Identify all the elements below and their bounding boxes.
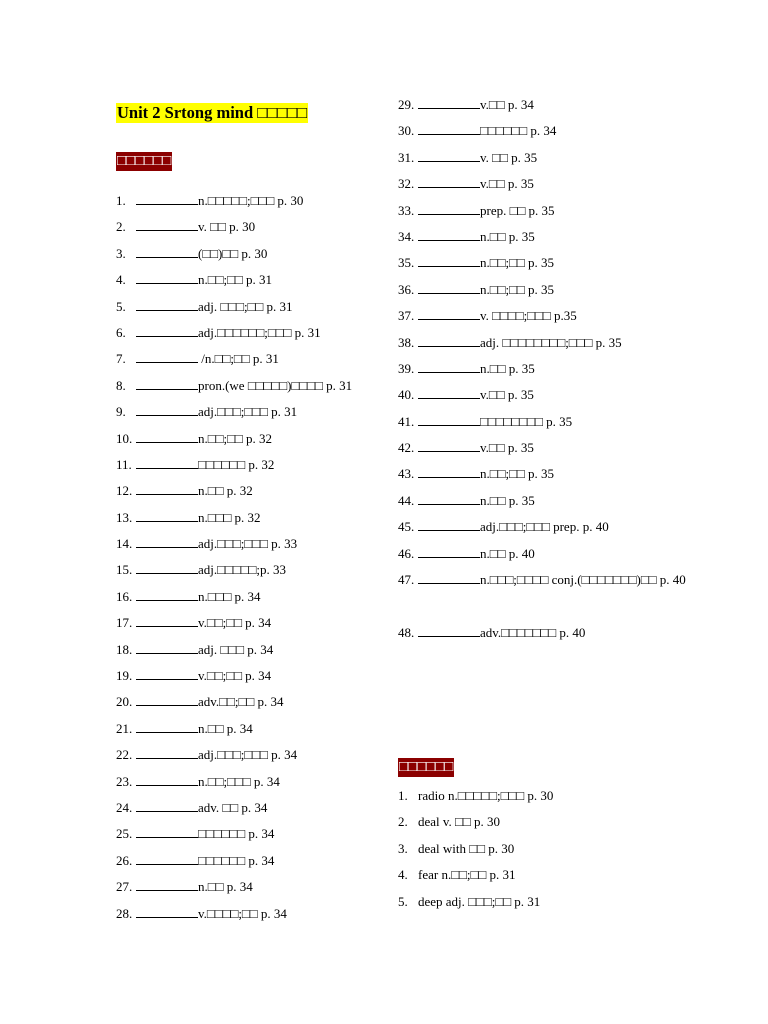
item-text: adj. □□□ p. 34 (198, 641, 274, 657)
item-number: 11. (116, 456, 132, 472)
item-number: 29. (398, 97, 415, 112)
item-number: 4. (116, 272, 126, 288)
blank-item (116, 853, 352, 879)
blank-item (398, 625, 686, 651)
answer-blank[interactable] (418, 176, 480, 188)
item-text: v. □□ p. 35 (480, 149, 538, 165)
item-text: n.□□ p. 35 (480, 360, 535, 376)
item-number: 48. (398, 624, 415, 640)
blank-item (398, 229, 686, 255)
answer-item (398, 814, 553, 840)
item-number: 17. (116, 615, 133, 631)
answer-blank[interactable] (418, 308, 480, 320)
item-text: (□□)□□ p. 30 (198, 245, 268, 261)
blank-item (116, 272, 352, 298)
item-number: 31. (398, 149, 415, 165)
blank-item (398, 123, 686, 149)
answer-item (398, 841, 553, 867)
blank-item (116, 906, 352, 932)
answer-blank[interactable] (418, 387, 480, 399)
answer-blank[interactable] (136, 668, 198, 680)
item-number: 5. (398, 893, 408, 909)
answer-blank[interactable] (136, 589, 198, 601)
item-text: □□□□□□□□ p. 35 (480, 413, 573, 429)
section-heading-blanks: □□□□□□ (117, 153, 172, 169)
item-text: fear n.□□;□□ p. 31 (418, 867, 516, 883)
answer-blank[interactable] (136, 642, 198, 654)
item-number: 47. (398, 572, 415, 588)
item-text: radio n.□□□□□;□□□ p. 30 (418, 788, 554, 803)
blank-item (398, 572, 686, 625)
item-text: adj.□□□□□□;□□□ p. 31 (198, 324, 321, 340)
answer-blank[interactable] (418, 150, 480, 162)
answer-blank[interactable] (136, 457, 198, 469)
answer-blank[interactable] (136, 431, 198, 443)
item-text: adj.□□□□□;p. 33 (198, 562, 287, 578)
item-number: 3. (398, 840, 408, 856)
answer-blank[interactable] (418, 625, 480, 637)
answer-blank[interactable] (418, 572, 480, 584)
blank-item (398, 176, 686, 202)
item-text: n.□□;□□ p. 35 (480, 281, 555, 297)
item-text: adj.□□□;□□□ p. 34 (198, 747, 298, 763)
blank-item (116, 246, 352, 272)
answer-blank[interactable] (418, 229, 480, 241)
item-text: adj.□□□;□□□ prep. p. 40 (480, 519, 609, 535)
item-text: n.□□ p. 40 (480, 545, 535, 561)
answer-blank[interactable] (418, 282, 480, 294)
blank-item (398, 97, 686, 123)
item-text: v. □□ p. 30 (198, 219, 256, 235)
answer-blank[interactable] (136, 219, 198, 231)
item-number: 20. (116, 694, 133, 710)
answer-blank[interactable] (136, 325, 198, 337)
blank-item (398, 282, 686, 308)
item-number: 46. (398, 545, 415, 561)
item-number: 38. (398, 334, 415, 350)
item-text: prep. □□ p. 35 (480, 202, 555, 218)
blank-item (116, 879, 352, 905)
blank-item (116, 325, 352, 351)
answer-list (398, 788, 553, 920)
blank-item (116, 404, 352, 430)
blank-item (116, 694, 352, 720)
item-number: 2. (116, 219, 126, 235)
item-text: n.□□;□□ p. 31 (198, 272, 273, 288)
item-text: n.□□□;□□□□ conj.(□□□□□□□)□□ p. 40 (480, 572, 686, 588)
item-text: adv.□□□□□□□ p. 40 (480, 624, 586, 640)
blank-item (116, 351, 352, 377)
blank-item (116, 642, 352, 668)
item-text: v.□□ p. 35 (480, 440, 534, 456)
item-text: n.□□;□□□ p. 34 (198, 773, 280, 789)
item-number: 33. (398, 202, 415, 218)
item-number: 34. (398, 228, 415, 244)
item-text: v. □□□□;□□□ p.35 (480, 308, 577, 324)
item-number: 27. (116, 879, 133, 895)
item-text: deep adj. □□□;□□ p. 31 (418, 893, 541, 909)
item-number: 32. (398, 176, 415, 192)
item-text: n.□□ p. 35 (480, 228, 535, 244)
blank-item (116, 219, 352, 245)
section-heading-answers: □□□□□□ (399, 759, 454, 775)
blank-item (116, 299, 352, 325)
item-text: adj.□□□;□□□ p. 31 (198, 404, 298, 420)
item-number: 1. (398, 788, 408, 803)
item-number: 42. (398, 440, 415, 456)
blank-item (116, 826, 352, 852)
blank-item (398, 387, 686, 413)
blank-item (116, 774, 352, 800)
blank-item (116, 800, 352, 826)
item-text: adj. □□□□□□□□;□□□ p. 35 (480, 334, 622, 350)
item-text: adj.□□□;□□□ p. 33 (198, 536, 298, 552)
item-text: pron.(we □□□□□)□□□□ p. 31 (198, 377, 353, 393)
item-text: deal v. □□ p. 30 (418, 814, 501, 830)
item-text: deal with □□ p. 30 (418, 840, 515, 856)
blank-item (116, 589, 352, 615)
answer-blank[interactable] (136, 483, 198, 495)
item-number: 40. (398, 387, 415, 403)
item-number: 25. (116, 826, 133, 842)
item-number: 30. (398, 123, 415, 139)
item-text: □□□□□□ p. 32 (198, 456, 275, 472)
item-number: 44. (398, 492, 415, 508)
blank-item (398, 335, 686, 361)
item-text: n.□□;□□ p. 35 (480, 466, 555, 482)
answer-blank[interactable] (418, 361, 480, 373)
item-number: 43. (398, 466, 415, 482)
item-number: 36. (398, 281, 415, 297)
item-number: 8. (116, 377, 126, 393)
blank-item (116, 615, 352, 641)
item-text: adv. □□ p. 34 (198, 799, 268, 815)
blank-list-right (398, 97, 686, 651)
blank-item (398, 493, 686, 519)
item-number: 7. (116, 351, 126, 367)
item-text: n.□□;□□ p. 35 (480, 255, 555, 271)
item-number: 4. (398, 867, 408, 883)
item-number: 3. (116, 245, 126, 261)
item-number: 22. (116, 747, 133, 763)
answer-blank[interactable] (136, 193, 198, 205)
blank-item (398, 414, 686, 440)
answer-blank[interactable] (136, 879, 198, 891)
item-number: 9. (116, 404, 126, 420)
item-number: 21. (116, 720, 133, 736)
blank-item (398, 308, 686, 334)
answer-item (398, 788, 553, 814)
answer-item (398, 867, 553, 893)
item-text: n.□□ p. 35 (480, 492, 535, 508)
answer-blank[interactable] (136, 299, 198, 311)
item-number: 5. (116, 298, 126, 314)
blank-item (398, 203, 686, 229)
item-text: adv.□□;□□ p. 34 (198, 694, 284, 710)
item-number: 18. (116, 641, 133, 657)
item-number: 15. (116, 562, 133, 578)
item-number: 23. (116, 773, 133, 789)
item-text: n.□□;□□ p. 32 (198, 430, 273, 446)
item-number: 2. (398, 814, 408, 830)
answer-blank[interactable] (136, 615, 198, 627)
blank-item (398, 466, 686, 492)
item-text: n.□□□ p. 34 (198, 588, 261, 604)
item-number: 12. (116, 483, 133, 499)
answer-blank[interactable] (136, 747, 198, 759)
item-number: 6. (116, 324, 126, 340)
answer-blank[interactable] (136, 774, 198, 786)
answer-blank[interactable] (136, 378, 198, 390)
answer-blank[interactable] (418, 440, 480, 452)
item-number: 10. (116, 430, 133, 446)
item-number: 14. (116, 536, 133, 552)
item-number: 16. (116, 588, 133, 604)
blank-item (398, 361, 686, 387)
item-number: 13. (116, 509, 133, 525)
answer-blank[interactable] (418, 519, 480, 531)
blank-item (116, 562, 352, 588)
item-text: n.□□ p. 32 (198, 483, 253, 499)
answer-blank[interactable] (418, 97, 480, 109)
blank-item (398, 440, 686, 466)
answer-blank[interactable] (418, 203, 480, 215)
blank-item (398, 255, 686, 281)
blank-item (116, 193, 352, 219)
item-text: □□□□□□ p. 34 (480, 123, 557, 139)
item-number: 37. (398, 308, 415, 324)
item-text: v.□□ p. 35 (480, 176, 534, 192)
item-number: 35. (398, 255, 415, 271)
answer-blank[interactable] (136, 510, 198, 522)
answer-blank[interactable] (136, 826, 198, 838)
blank-item (116, 536, 352, 562)
item-text: v.□□ p. 35 (480, 387, 534, 403)
answer-blank[interactable] (418, 546, 480, 558)
item-text: □□□□□□ p. 34 (198, 852, 275, 868)
blank-item (116, 431, 352, 457)
item-number: 39. (398, 360, 415, 376)
blank-item (116, 668, 352, 694)
answer-blank[interactable] (136, 906, 198, 918)
item-text: /n.□□;□□ p. 31 (198, 351, 279, 367)
item-number: 28. (116, 905, 133, 921)
item-number: 1. (116, 193, 126, 208)
page-title: Unit 2 Srtong mind □□□□□ (117, 103, 308, 122)
blank-item (116, 747, 352, 773)
blank-list-left (116, 193, 352, 932)
item-text: n.□□□□□;□□□ p. 30 (198, 193, 304, 208)
item-text: adj. □□□;□□ p. 31 (198, 298, 293, 314)
answer-blank[interactable] (136, 562, 198, 574)
answer-blank[interactable] (136, 800, 198, 812)
item-text: v.□□;□□ p. 34 (198, 615, 272, 631)
blank-item (116, 721, 352, 747)
blank-item (116, 378, 352, 404)
answer-blank[interactable] (136, 404, 198, 416)
answer-blank[interactable] (418, 255, 480, 267)
item-text: n.□□ p. 34 (198, 720, 253, 736)
item-text: n.□□ p. 34 (198, 879, 253, 895)
answer-blank[interactable] (136, 694, 198, 706)
item-text: v.□□□□;□□ p. 34 (198, 905, 287, 921)
blank-item (116, 510, 352, 536)
answer-blank[interactable] (136, 246, 198, 258)
item-number: 45. (398, 519, 415, 535)
answer-blank[interactable] (136, 536, 198, 548)
blank-item (116, 457, 352, 483)
answer-item (398, 894, 553, 920)
item-number: 19. (116, 668, 133, 684)
item-text: n.□□□ p. 32 (198, 509, 261, 525)
item-number: 26. (116, 852, 133, 868)
answer-blank[interactable] (418, 335, 480, 347)
blank-item (398, 546, 686, 572)
answer-blank[interactable] (136, 853, 198, 865)
answer-blank[interactable] (418, 123, 480, 135)
item-text: v.□□;□□ p. 34 (198, 668, 272, 684)
item-number: 41. (398, 413, 415, 429)
answer-blank[interactable] (418, 466, 480, 478)
blank-item (398, 150, 686, 176)
blank-item (116, 483, 352, 509)
item-text: v.□□ p. 34 (480, 97, 534, 112)
item-number: 24. (116, 799, 133, 815)
answer-blank[interactable] (418, 493, 480, 505)
item-text: □□□□□□ p. 34 (198, 826, 275, 842)
answer-blank[interactable] (418, 414, 480, 426)
blank-item (398, 519, 686, 545)
answer-blank[interactable] (136, 351, 198, 363)
answer-blank[interactable] (136, 272, 198, 284)
answer-blank[interactable] (136, 721, 198, 733)
